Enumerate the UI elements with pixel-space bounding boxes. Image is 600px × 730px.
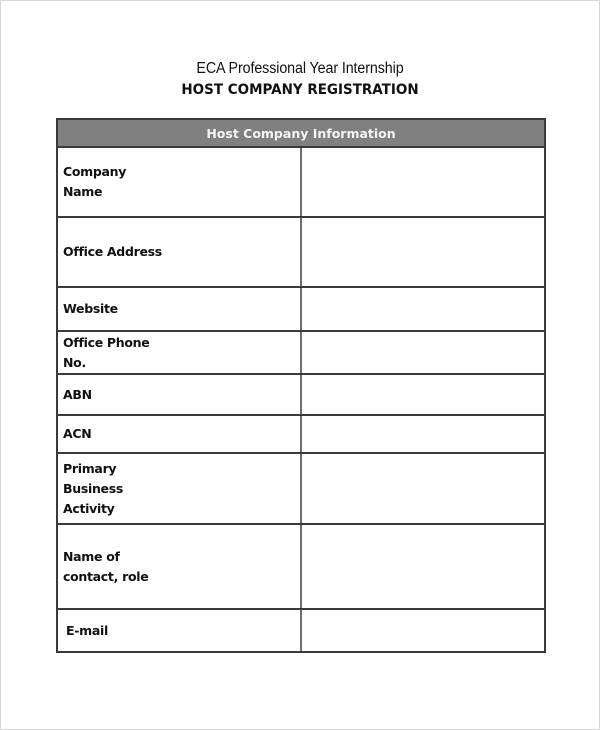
label-text: Company Name xyxy=(63,164,127,199)
label-primary-business-activity xyxy=(57,453,301,524)
label-office-address xyxy=(57,217,301,287)
form-row-email xyxy=(57,609,545,652)
document-subtitle: ECA Professional Year Internship xyxy=(196,60,404,77)
label-text: ACN xyxy=(63,426,92,441)
form-row-abn xyxy=(57,374,545,415)
label-company-name xyxy=(57,147,301,217)
label-text: Name of contact, role xyxy=(63,548,149,584)
label-text: Office Address xyxy=(63,244,162,259)
label-text: Website xyxy=(63,301,118,316)
form-row-primary-business-activity xyxy=(57,453,545,524)
field-contact-name-role[interactable] xyxy=(301,524,545,609)
form-row-office-phone xyxy=(57,331,545,374)
field-acn[interactable] xyxy=(301,415,545,453)
form-row-acn xyxy=(57,415,545,453)
field-company-name[interactable] xyxy=(301,147,545,217)
label-office-phone xyxy=(57,331,301,374)
label-abn xyxy=(57,374,301,415)
field-abn[interactable] xyxy=(301,374,545,415)
label-email xyxy=(57,609,301,652)
label-contact-name-role xyxy=(57,524,301,609)
label-website xyxy=(57,287,301,331)
field-website[interactable] xyxy=(301,287,545,331)
label-acn xyxy=(57,415,301,453)
label-text: E-mail xyxy=(66,622,108,638)
label-text: Office Phone No. xyxy=(63,334,150,370)
form-row-contact-name-role xyxy=(57,524,545,609)
field-primary-business-activity[interactable] xyxy=(301,453,545,524)
field-office-phone[interactable] xyxy=(301,331,545,374)
document-title: HOST COMPANY REGISTRATION xyxy=(181,82,419,98)
form-row-website xyxy=(57,287,545,331)
label-text: Primary Business Activity xyxy=(63,460,124,516)
field-office-address[interactable] xyxy=(301,217,545,287)
host-company-form-table xyxy=(56,118,546,653)
form-row-office-address xyxy=(57,217,545,287)
form-row-company-name xyxy=(57,147,545,217)
section-header: Host Company Information xyxy=(57,119,545,147)
label-text: ABN xyxy=(63,386,92,402)
field-email[interactable] xyxy=(301,609,545,652)
